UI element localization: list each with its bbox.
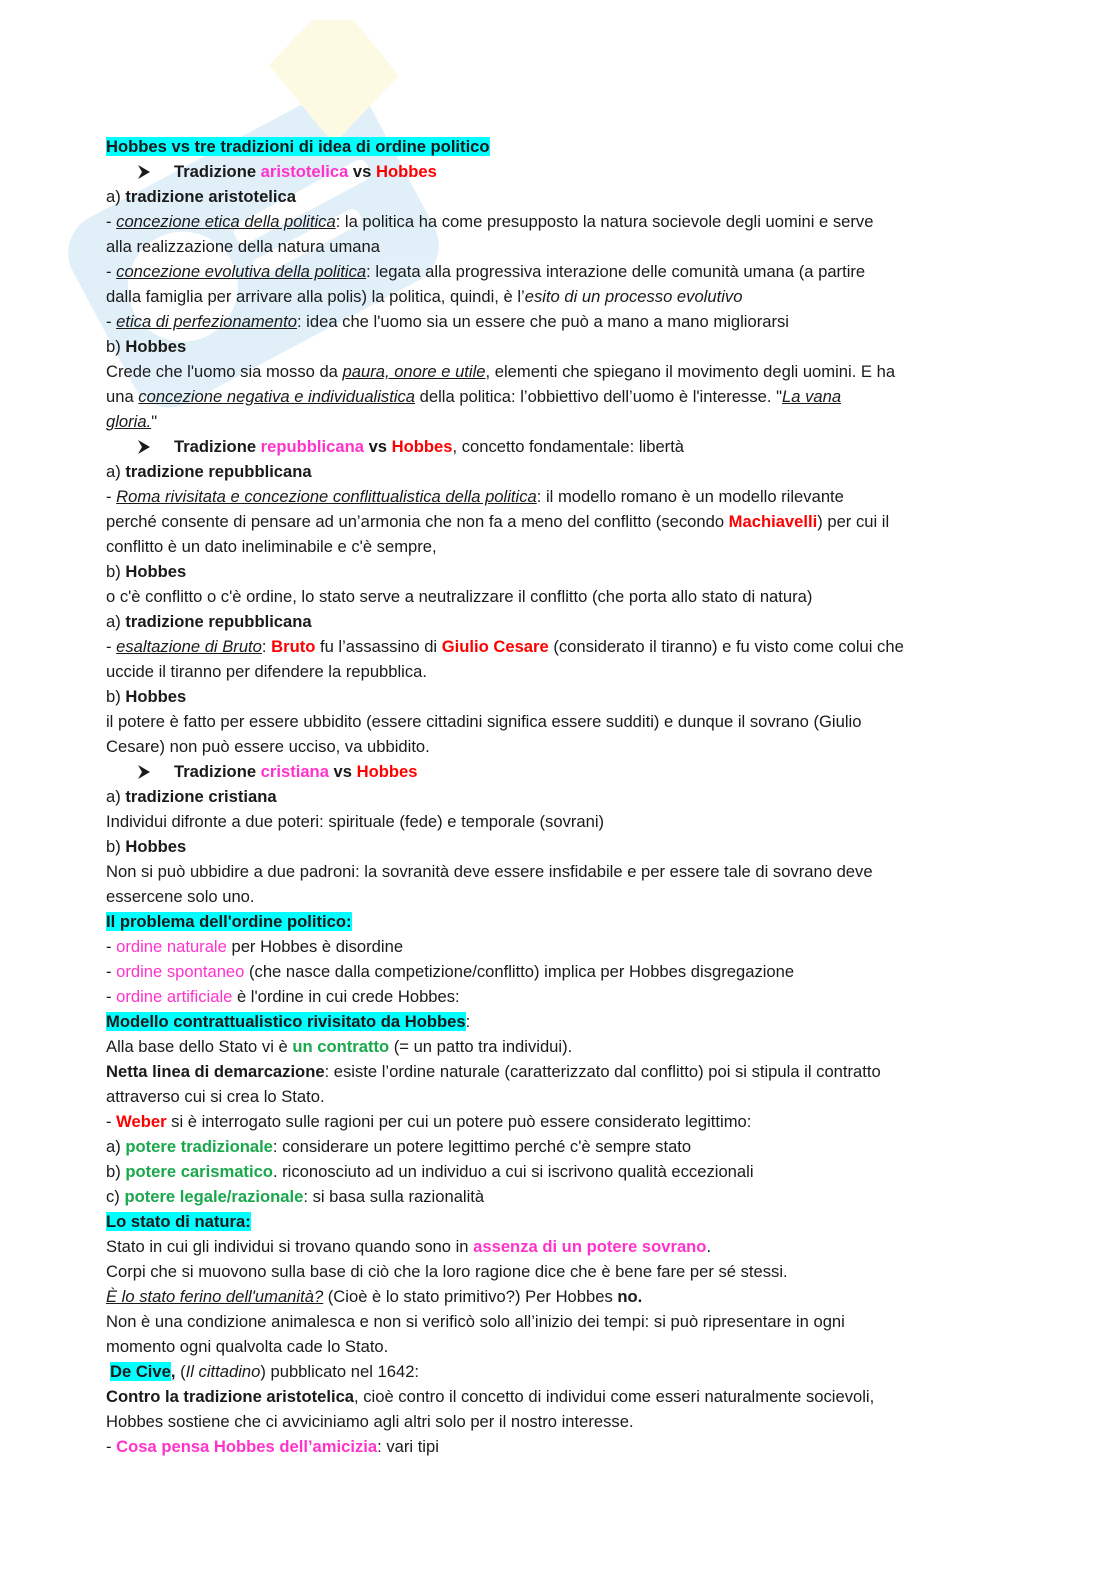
subheading: a) tradizione repubblicana xyxy=(106,612,312,631)
bullet-heading: Tradizione aristotelica vs Hobbes xyxy=(106,159,1006,184)
text-line: a) potere tradizionale: considerare un potere legittimo perché c'è sempre stato xyxy=(106,1137,692,1156)
text-line: Corpi che si muovono sulla base di ciò che la loro ragione dice che è bene fare per sé stessi. xyxy=(106,1262,788,1281)
text-line: Crede che l'uomo sia mosso da paura, onore e utile, elementi che spiegano il movimento degli uomini. E ha xyxy=(106,362,896,381)
text-line: momento ogni qualvolta cade lo Stato. xyxy=(106,1337,389,1356)
subheading: b) Hobbes xyxy=(106,337,187,356)
document-body xyxy=(106,134,1006,1459)
arrow-bullet-icon xyxy=(106,159,174,184)
arrow-bullet-icon xyxy=(106,434,174,459)
text-line: dalla famiglia per arrivare alla polis) la politica, quindi, è l’esito di un processo evolutivo xyxy=(106,287,743,306)
subheading: a) tradizione aristotelica xyxy=(106,187,296,206)
text-line: È lo stato ferino dell'umanità? (Cioè è lo stato primitivo?) Per Hobbes no. xyxy=(106,1287,643,1306)
text-line: Stato in cui gli individui si trovano quando sono in assenza di un potere sovrano. xyxy=(106,1237,712,1256)
text-line: Individui difronte a due poteri: spirituale (fede) e temporale (sovrani) xyxy=(106,812,605,831)
text-line: Alla base dello Stato vi è un contratto (= un patto tra individui). xyxy=(106,1037,573,1056)
bullet-heading: Tradizione repubblicana vs Hobbes, concetto fondamentale: libertà xyxy=(106,434,1006,459)
arrow-bullet-icon xyxy=(106,759,174,784)
text-line: Non è una condizione animalesca e non si verificò solo all’inizio dei tempi: si può ripresentare in ogni xyxy=(106,1312,845,1331)
text-line: - ordine artificiale è l'ordine in cui crede Hobbes: xyxy=(106,987,460,1006)
section-heading: Hobbes vs tre tradizioni di idea di ordine politico xyxy=(106,137,490,156)
text-line: una concezione negativa e individualistica della politica: l’obbiettivo dell’uomo è l'interesse. "La vana xyxy=(106,387,842,406)
text-line: - esaltazione di Bruto: Bruto fu l’assassino di Giulio Cesare (considerato il tiranno) e fu visto come colui che xyxy=(106,637,904,656)
subheading: a) tradizione cristiana xyxy=(106,787,277,806)
text-line: De Cive, (Il cittadino) pubblicato nel 1642: xyxy=(110,1362,420,1381)
text-line: il potere è fatto per essere ubbidito (essere cittadini significa essere sudditi) e dunque il sovrano (Giulio xyxy=(106,712,862,731)
text-line: Contro la tradizione aristotelica, cioè contro il concetto di individui come esseri naturalmente socievoli, xyxy=(106,1387,875,1406)
text-line: attraverso cui si crea lo Stato. xyxy=(106,1087,325,1106)
section-heading: Il problema dell'ordine politico: xyxy=(106,912,352,931)
text-line: Hobbes sostiene che ci avviciniamo agli altri solo per il nostro interesse. xyxy=(106,1412,634,1431)
text-line: - Cosa pensa Hobbes dell’amicizia: vari tipi xyxy=(106,1437,439,1456)
subheading: a) tradizione repubblicana xyxy=(106,462,312,481)
text-line: - Roma rivisitata e concezione conflittualistica della politica: il modello romano è un modello rilevante xyxy=(106,487,844,506)
text-line: - etica di perfezionamento: idea che l'uomo sia un essere che può a mano a mano migliorarsi xyxy=(106,312,789,331)
text-line: - Weber si è interrogato sulle ragioni per cui un potere può essere considerato legittimo: xyxy=(106,1112,752,1131)
subheading: b) Hobbes xyxy=(106,837,187,856)
text-line: conflitto è un dato ineliminabile e c'è sempre, xyxy=(106,537,437,556)
text-line: c) potere legale/razionale: si basa sulla razionalità xyxy=(106,1187,485,1206)
text-line: - concezione evolutiva della politica: legata alla progressiva interazione delle comunità umana (a partire xyxy=(106,262,866,281)
text-line: Non si può ubbidire a due padroni: la sovranità deve essere insfidabile e per essere tale di sovrano deve xyxy=(106,862,873,881)
text-line: - ordine spontaneo (che nasce dalla competizione/conflitto) implica per Hobbes disgregazione xyxy=(106,962,795,981)
text-line: perché consente di pensare ad un’armonia che non fa a meno del conflitto (secondo Machiavelli) per cui il xyxy=(106,512,890,531)
text-line: alla realizzazione della natura umana xyxy=(106,237,380,256)
text-line: gloria." xyxy=(106,412,158,431)
text-line: - concezione etica della politica: la politica ha come presupposto la natura socievole degli uomini e serve xyxy=(106,212,874,231)
text-line: Netta linea di demarcazione: esiste l’ordine naturale (caratterizzato dal conflitto) poi si stipula il contratto xyxy=(106,1062,881,1081)
text-line: o c'è conflitto o c'è ordine, lo stato serve a neutralizzare il conflitto (che porta allo stato di natura) xyxy=(106,587,813,606)
text-line: Cesare) non può essere ucciso, va ubbidito. xyxy=(106,737,430,756)
text-line: - ordine naturale per Hobbes è disordine xyxy=(106,937,404,956)
text-line: uccide il tiranno per difendere la repubblica. xyxy=(106,662,428,681)
text-line: b) potere carismatico. riconosciuto ad un individuo a cui si iscrivono qualità eccezionali xyxy=(106,1162,754,1181)
subheading: b) Hobbes xyxy=(106,687,187,706)
section-heading: Modello contrattualistico rivisitato da Hobbes: xyxy=(106,1012,471,1031)
text-line: essercene solo uno. xyxy=(106,887,255,906)
subheading: b) Hobbes xyxy=(106,562,187,581)
section-heading: Lo stato di natura: xyxy=(106,1212,251,1231)
bullet-heading: Tradizione cristiana vs Hobbes xyxy=(106,759,1006,784)
